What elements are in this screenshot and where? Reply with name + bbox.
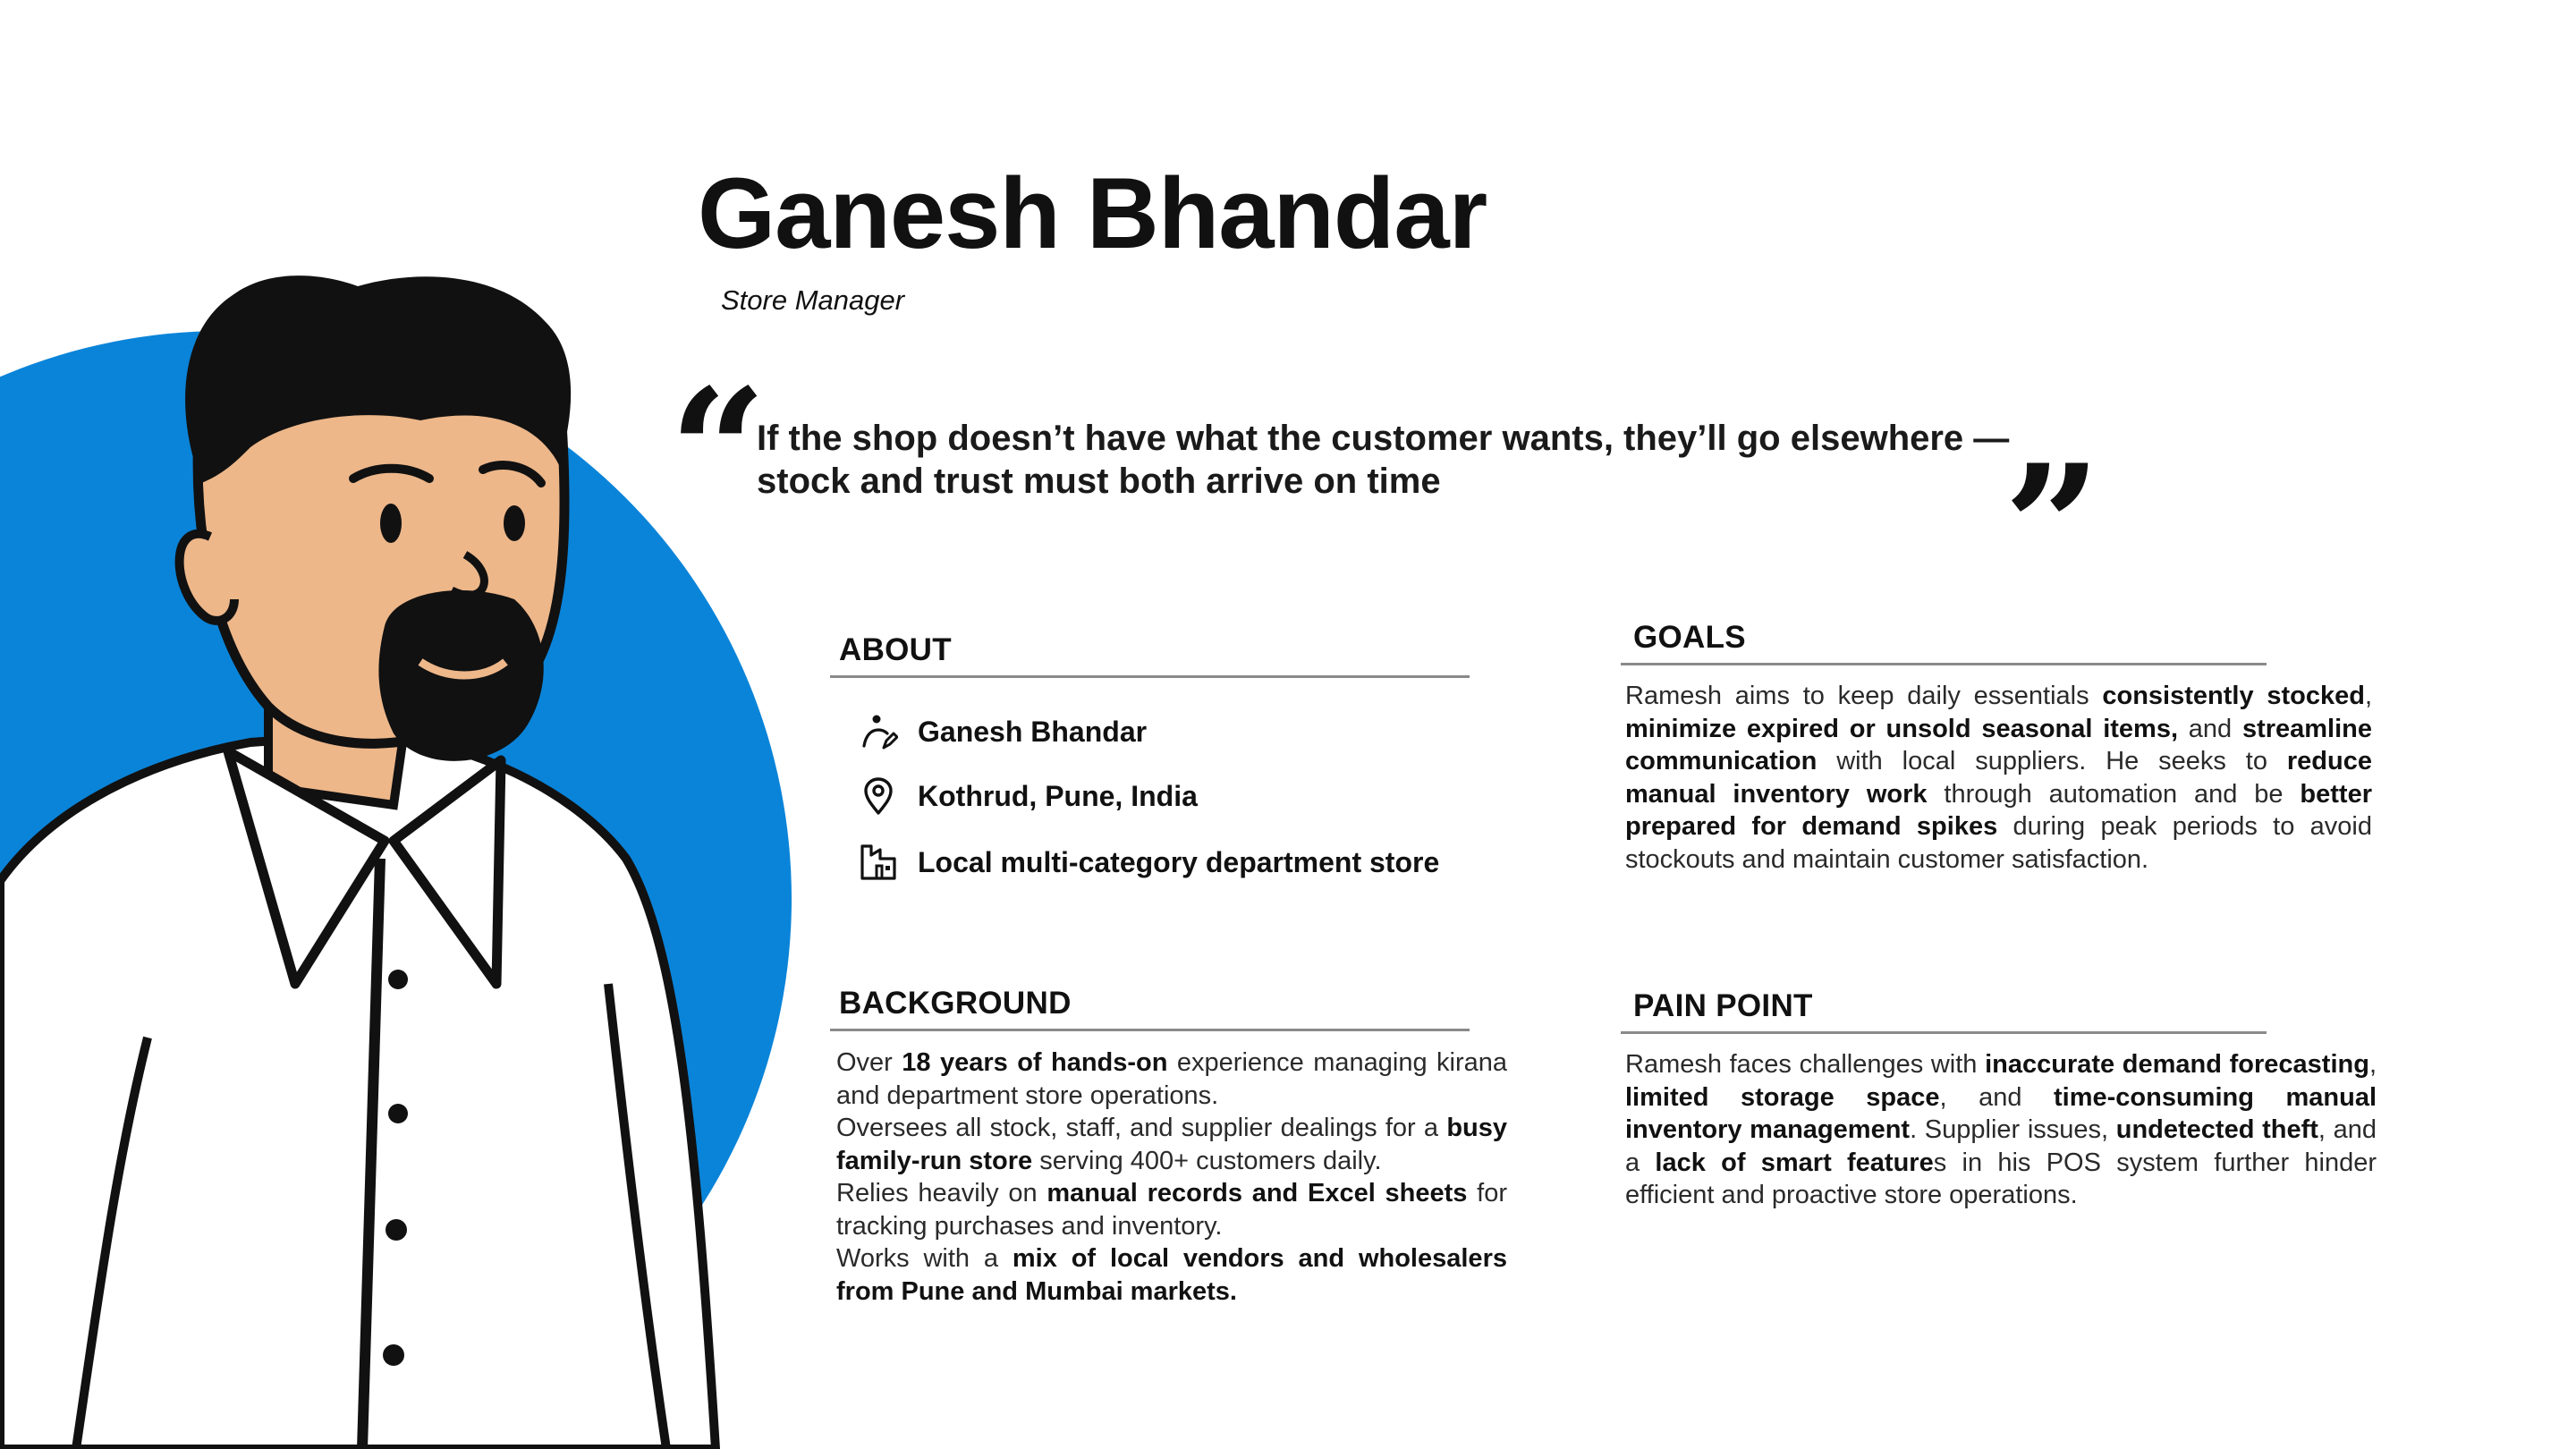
background-title: BACKGROUND <box>830 986 1470 1031</box>
persona-name: Ganesh Bhandar <box>698 157 1487 269</box>
about-item-label: Local multi-category department store <box>918 845 1440 878</box>
text-segment: Oversees all stock, staff, and supplier dealings for a <box>836 1114 1447 1142</box>
text-segment: serving 400+ customers daily. <box>1032 1146 1382 1175</box>
bold-text-segment: time-consuming manual inventory management <box>1625 1082 2377 1144</box>
open-quote-icon: “ <box>669 352 767 551</box>
eye-left <box>380 504 402 543</box>
background-paragraph <box>836 1046 1507 1112</box>
close-quote-icon: ” <box>2004 428 2102 627</box>
goals-body <box>1625 680 2372 876</box>
bold-text-segment: manual records and Excel sheets <box>1046 1179 1468 1208</box>
bold-text-segment: reduce manual inventory work <box>1625 747 2372 809</box>
bold-text-segment: streamline communication <box>1625 714 2373 775</box>
text-segment: , and <box>1939 1082 2054 1112</box>
persona-illustration-svg <box>0 0 805 1449</box>
shirt-button <box>388 1104 408 1123</box>
background-paragraph <box>836 1177 1507 1242</box>
persona-illustration <box>0 0 805 1449</box>
text-segment: , <box>2368 1050 2377 1079</box>
text-segment: and <box>2178 714 2242 743</box>
bold-text-segment: busy family-run store <box>836 1114 1507 1175</box>
text-segment: with local suppliers. He seeks to <box>1817 747 2287 775</box>
text-segment: experience managing kirana and department store operations. <box>836 1048 1507 1110</box>
text-segment: through automation and be <box>1927 779 2301 809</box>
background-paragraph <box>836 1112 1507 1177</box>
bold-text-segment: lack of smart feature <box>1655 1148 1934 1177</box>
pain-point-body <box>1625 1048 2377 1212</box>
user-pen-icon <box>859 712 898 751</box>
goals-title: GOALS <box>1621 620 2267 665</box>
background-body <box>836 1046 1507 1308</box>
bold-text-segment: inaccurate demand forecasting <box>1985 1050 2369 1079</box>
text-segment: Ramesh aims to keep daily essentials <box>1625 682 2103 710</box>
quote-line-2: stock and trust must both arrive on time <box>757 462 1441 501</box>
text-segment: Works with a <box>836 1244 1013 1273</box>
text-segment: , <box>2364 682 2372 710</box>
quote-line-1: If the shop doesn’t have what the customer wants, they’ll go elsewhere — <box>757 419 2010 458</box>
bold-text-segment: limited storage space <box>1625 1082 1940 1112</box>
pain-point-title: PAIN POINT <box>1621 988 2267 1034</box>
text-segment: , and a <box>1625 1115 2377 1177</box>
about-title: ABOUT <box>830 632 1470 678</box>
text-segment: during peak periods to avoid stockouts and maintain customer satisfaction. <box>1625 812 2372 874</box>
location-pin-icon <box>859 776 898 816</box>
shirt-button <box>388 970 408 989</box>
about-item-location <box>859 776 1198 816</box>
about-item-label: Kothrud, Pune, India <box>918 779 1198 812</box>
persona-role: Store Manager <box>721 284 905 316</box>
eye-right <box>504 505 525 541</box>
bold-text-segment: 18 years of hands-on <box>902 1048 1168 1077</box>
bold-text-segment: consistently stocked <box>2102 682 2365 710</box>
text-segment: Relies heavily on <box>836 1179 1047 1208</box>
bold-text-segment: undetected theft <box>2115 1115 2318 1144</box>
building-icon <box>859 843 898 882</box>
about-item-label: Ganesh Bhandar <box>918 715 1148 748</box>
background-paragraph <box>836 1242 1507 1308</box>
bold-text-segment: mix of local vendors and wholesalers from Pune and Mumbai markets. <box>836 1244 1507 1306</box>
shirt-button <box>383 1344 404 1366</box>
text-segment: Over <box>836 1048 902 1077</box>
persona-quote <box>757 417 2027 503</box>
about-item-name <box>859 712 1147 751</box>
shirt-button <box>386 1219 407 1241</box>
text-segment: s in his POS system further hinder efficient and proactive store operations. <box>1625 1148 2377 1209</box>
bold-text-segment: minimize expired or unsold seasonal items, <box>1625 714 2179 743</box>
bold-text-segment: better prepared for demand spikes <box>1625 779 2372 841</box>
text-segment: for tracking purchases and inventory. <box>836 1179 1507 1241</box>
about-item-store <box>859 843 1439 882</box>
text-segment: . Supplier issues, <box>1910 1115 2116 1144</box>
text-segment: Ramesh faces challenges with <box>1625 1050 1986 1079</box>
